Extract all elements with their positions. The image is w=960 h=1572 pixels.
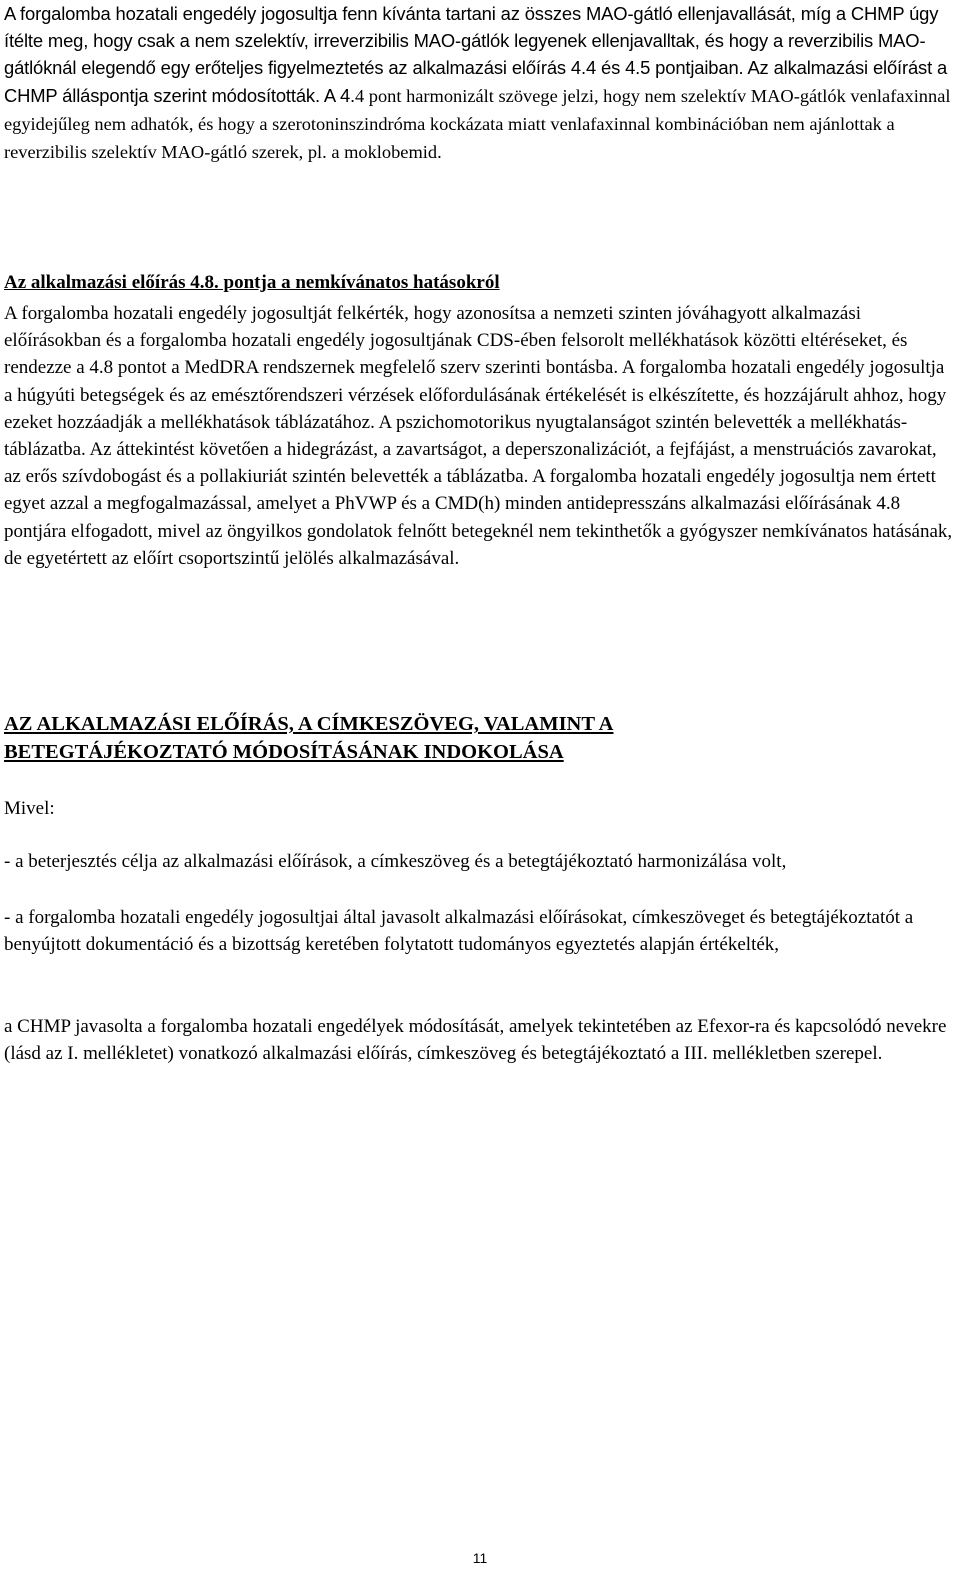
reason-item-2: - a forgalomba hozatali engedély jogosultjai által javasolt alkalmazási előírásokat, címkeszöveget és betegtájékoztatót a benyújtott dokumentáció és a bizottság keretében folytatott tudományos egyeztetés alapján értékelték, [4,907,914,956]
section-4-8-paragraph: A forgalomba hozatali engedély jogosultját felkérték, hogy azonosítsa a nemzeti szinten jóváhagyott alkalmazási előírásokban és a forgalomba hozatali engedély jogosultjának CDS-ében felsorolt mellékhatások közötti eltéréseket, és rendezze a 4.8 pontot a MedDRA rendszernek megfelelő szerv szerinti bontásba. A forgalomba hozatali engedély jogosultja a húgyúti betegségek és az emésztőrendszeri vérzések előfordulásának értékelését is elkészítette, és hozzájárult ahhoz, hogy ezeket hozzáadják a mellékhatások táblázatához. A pszichomotorikus nyugtalanságot szintén belevették a mellékhatás-táblázatba. Az áttekintést követően a hidegrázást, a zavartságot, a deperszonalizációt, a fejfájást, a menstruációs zavarokat, az erős szívdobogást és a pollakiuriát szintén belevették a táblázatba. A forgalomba hozatali engedély jogosultja nem értett egyet azzal a megfogalmazással, amelyet a PhVWP és a CMD(h) minden antidepresszáns alkalmazási előírásának 4.8 pontjára elfogadott, mivel az öngyilkos gondolatok felnőtt betegeknél nem tekinthetők a gyógyszer nemkívánatos hatásának, de egyetértett az előírt csoportszintű jelölés alkalmazásával. [4,303,953,569]
main-heading-line-2: BETEGTÁJÉKOZTATÓ MÓDOSÍTÁSÁNAK INDOKOLÁSA [4,740,564,763]
intro-serif-text: 4 pont harmonizált szövege jelzi, hogy nem szelektív MAO-gátlók venlafaxinnal egyidejűleg nem adhatók, és hogy a szerotoninszindróma kockázata miatt venlafaxinnal kombinációban nem ajánlottak a reverzibilis szelektív MAO-gátló szerek, pl. a moklobemid. [4,85,951,163]
conclusion-paragraph: a CHMP javasolta a forgalomba hozatali engedélyek módosítását, amelyek tekintetében az Efexor-ra és kapcsolódó nevekre (lásd az I. mellékletet) vonatkozó alkalmazási előírás, címkeszöveg és betegtájékoztató a III. mellékletben szerepel. [4,1016,947,1065]
intro-sans-text: A forgalomba hozatali engedély jogosultja fenn kívánta tartani az összes MAO-gátló ellenjavallását, míg a CHMP úgy ítélte meg, hogy csak a nem szelektív, irreverzibilis MAO-gátlók legyenek ellenjavalltak, és hogy a reverzibilis MAO-gátlóknál elegendő egy erőteljes figyelmeztetés az alkalmazási előírás 4.4 és 4.5 pontjaiban. Az alkalmazási előírást a CHMP álláspontja szerint módosították. A 4. [4,3,948,106]
mivel-label: Mivel: [4,798,55,819]
page-number: 11 [472,1550,488,1566]
main-heading-line-1: AZ ALKALMAZÁSI ELŐÍRÁS, A CÍMKESZÖVEG, VALAMINT A [4,713,614,735]
section-4-8-heading: Az alkalmazási előírás 4.8. pontja a nemkívánatos hatásokról [4,272,500,293]
intro-paragraph [4,0,956,166]
reason-item-1: - a beterjesztés célja az alkalmazási előírások, a címkeszöveg és a betegtájékoztató harmonizálása volt, [4,851,787,872]
main-section-heading [4,711,956,766]
